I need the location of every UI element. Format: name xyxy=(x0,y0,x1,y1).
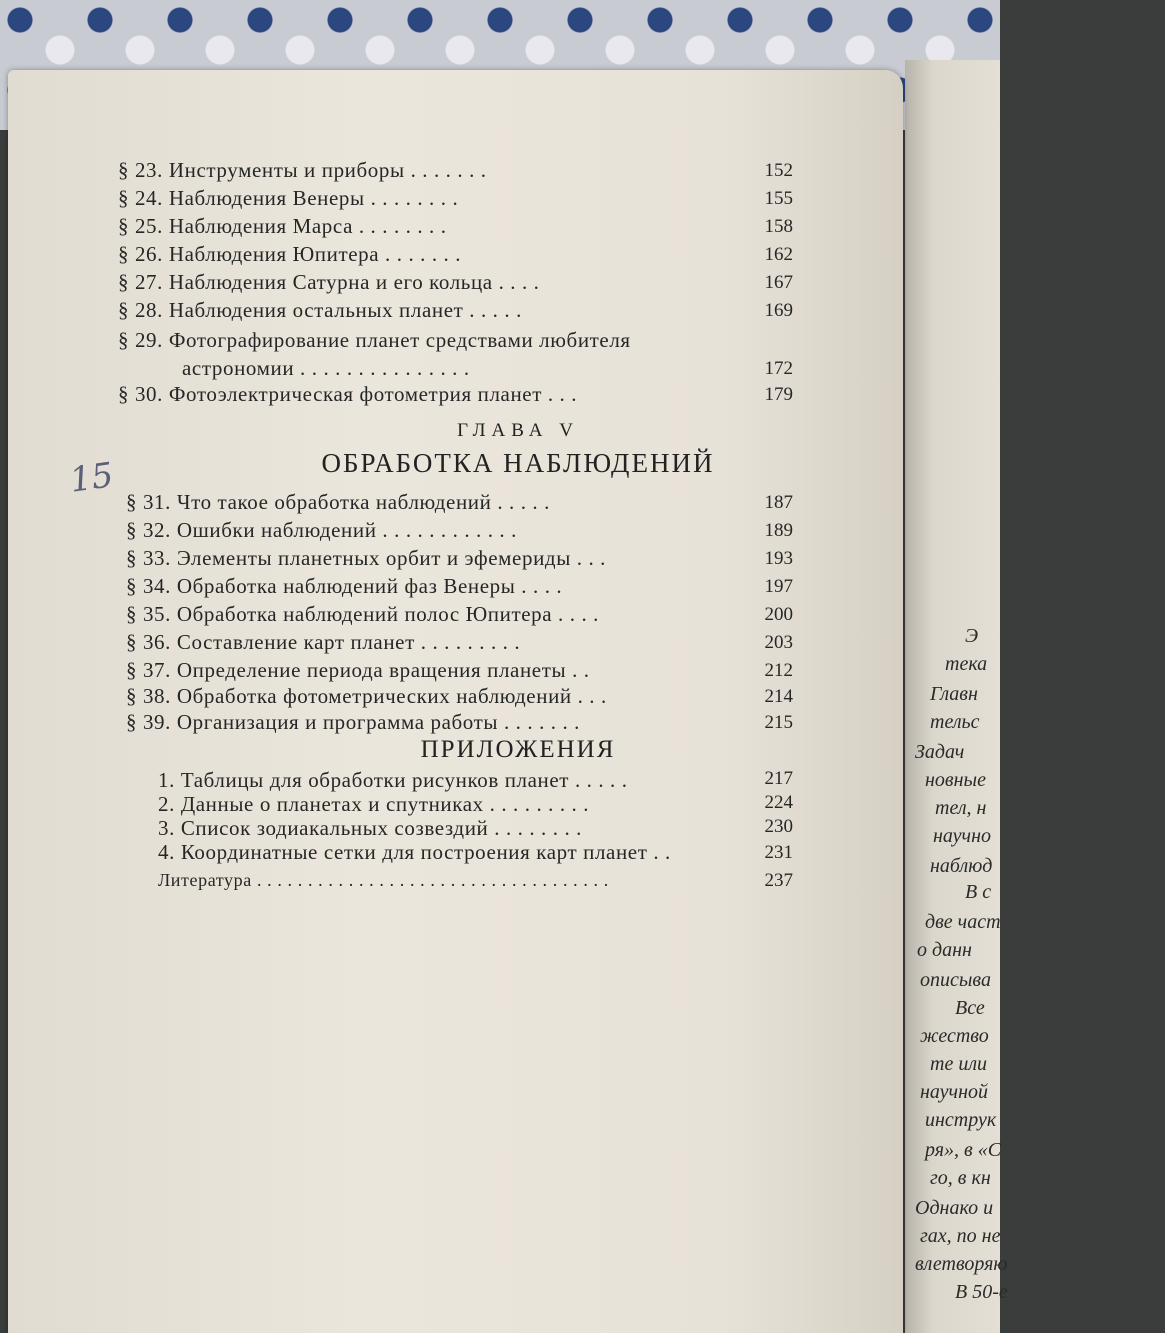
leader-dots: . . . . . . . xyxy=(410,158,487,182)
facing-page-text-line: описыва xyxy=(920,969,991,991)
section-number: § 25. xyxy=(118,214,163,238)
page-number: 179 xyxy=(764,384,793,405)
section-number: § 39. xyxy=(126,710,171,734)
page-number: 167 xyxy=(764,272,793,293)
leader-dots: . . . . . xyxy=(469,298,522,322)
leader-dots: . . . xyxy=(547,382,578,406)
section-number: § 29. xyxy=(118,328,163,352)
section-number: § 36. xyxy=(126,630,171,654)
entry-title: Обработка фотометрических наблюдений xyxy=(176,684,572,708)
section-number: 1. xyxy=(158,768,175,792)
toc-entry xyxy=(118,242,461,267)
toc-entry xyxy=(158,840,671,865)
toc-entry xyxy=(118,186,458,211)
page-number: 200 xyxy=(764,604,793,625)
leader-dots: . . . xyxy=(577,684,607,708)
facing-page-text-line: ря», в «С xyxy=(925,1139,1002,1161)
toc-entry xyxy=(126,684,607,709)
section-number: § 32. xyxy=(126,518,171,542)
facing-page-text-line: наблюд xyxy=(930,855,993,877)
appendix-heading: ПРИЛОЖЕНИЯ xyxy=(420,736,616,763)
facing-page-text-line: го, в кн xyxy=(930,1167,991,1189)
toc-entry xyxy=(126,710,580,735)
entry-title: Наблюдения Марса xyxy=(168,214,353,238)
page-number: 158 xyxy=(764,216,793,237)
toc-entry xyxy=(158,768,628,793)
leader-dots: . . . xyxy=(576,546,607,570)
page-number: 237 xyxy=(764,870,793,891)
section-number: § 24. xyxy=(118,186,163,210)
leader-dots: . . . . xyxy=(558,602,599,626)
leader-dots: . . . . . xyxy=(574,768,628,792)
leader-dots: . . . . xyxy=(498,270,540,294)
leader-dots: . . . . . xyxy=(497,490,550,514)
entry-title: Ошибки наблюдений xyxy=(176,518,377,542)
facing-page-text-line: В 50-е xyxy=(955,1281,1008,1303)
leader-dots: . . . . . . . xyxy=(385,242,462,266)
entry-title: Определение периода вращения планеты xyxy=(176,658,567,682)
toc-entry xyxy=(126,574,562,599)
toc-entry xyxy=(158,816,582,841)
toc-entry xyxy=(158,792,589,817)
section-number: § 27. xyxy=(118,270,163,294)
facing-page-text-line: тельс xyxy=(930,711,980,733)
entry-title: Что такое обработка наблюдений xyxy=(176,490,492,514)
entry-title: Фотографирование планет средствами любителя xyxy=(168,328,631,352)
entry-title: Организация и программа работы xyxy=(176,710,499,734)
facing-page-text-line: В с xyxy=(965,881,992,903)
facing-page-text-line: научно xyxy=(933,825,991,847)
leader-dots: . . . . . . . . . . . . . . . . . . . . . . . . . . . . . . . . . . . xyxy=(256,870,609,890)
toc-entry xyxy=(118,270,540,295)
section-number: § 30. xyxy=(118,382,163,406)
book-page xyxy=(8,70,903,1333)
leader-dots: . . . . xyxy=(521,574,563,598)
page-number: 172 xyxy=(764,358,793,379)
section-number: 2. xyxy=(158,792,175,816)
page-number: 214 xyxy=(764,686,793,707)
section-number: § 35. xyxy=(126,602,171,626)
entry-title: Литература xyxy=(158,870,252,890)
leader-dots: . . . . . . . xyxy=(503,710,581,734)
facing-page-text-line: о данн xyxy=(917,939,972,961)
entry-title: Наблюдения Юпитера xyxy=(168,242,380,266)
facing-page-text-line: Однако и xyxy=(915,1197,994,1219)
entry-title: Таблицы для обработки рисунков планет xyxy=(180,768,570,792)
toc-entry xyxy=(126,518,517,543)
toc-entry xyxy=(118,158,487,183)
facing-page-text-line: Задач xyxy=(915,741,965,763)
page-number: 152 xyxy=(764,160,793,181)
handwritten-mark: 15 xyxy=(67,455,116,501)
section-number: § 34. xyxy=(126,574,171,598)
page-number: 224 xyxy=(764,792,793,813)
page-number: 162 xyxy=(764,244,793,265)
section-number: § 38. xyxy=(126,684,171,708)
facing-page-text-line: жество xyxy=(920,1025,989,1047)
leader-dots: . . . . . . . . . . . . . . . xyxy=(300,356,470,380)
page-number: 189 xyxy=(764,520,793,541)
entry-title: Список зодиакальных созвездий xyxy=(180,816,489,840)
toc-entry xyxy=(118,328,631,353)
section-number: § 23. xyxy=(118,158,163,182)
facing-page-text-line: те или xyxy=(930,1053,988,1075)
page-number: 193 xyxy=(764,548,793,569)
facing-page-text-line: тека xyxy=(945,653,988,675)
leader-dots: . . . . . . . . xyxy=(494,816,582,840)
page-number: 169 xyxy=(764,300,793,321)
leader-dots: . . xyxy=(653,840,671,864)
page-number: 197 xyxy=(764,576,793,597)
chapter-label: ГЛАВА V xyxy=(457,420,579,441)
toc-entry xyxy=(126,602,599,627)
section-number: § 31. xyxy=(126,490,171,514)
page-number: 155 xyxy=(764,188,793,209)
leader-dots: . . . . . . . . xyxy=(370,186,459,210)
section-number: 3. xyxy=(158,816,175,840)
entry-title: Наблюдения Венеры xyxy=(168,186,365,210)
page-number: 203 xyxy=(764,632,793,653)
entry-title: Составление карт планет xyxy=(176,630,415,654)
section-number: 4. xyxy=(158,840,175,864)
entry-title: Элементы планетных орбит и эфемериды xyxy=(176,546,571,570)
entry-title: Фотоэлектрическая фотометрия планет xyxy=(168,382,542,406)
toc-entry xyxy=(126,490,550,515)
facing-page-text-line: две част xyxy=(925,911,1001,933)
toc-entry xyxy=(118,214,447,239)
section-number: § 37. xyxy=(126,658,171,682)
entry-title: Инструменты и приборы xyxy=(168,158,405,182)
page-number: 231 xyxy=(764,842,793,863)
toc-entry xyxy=(126,658,590,683)
facing-page-text-line: гах, по не xyxy=(920,1225,1001,1247)
entry-title: Наблюдения Сатурна и его кольца xyxy=(168,270,493,294)
leader-dots: . . . . . . . . . xyxy=(489,792,590,816)
facing-page-text-line: Э xyxy=(965,625,979,647)
entry-title: Наблюдения остальных планет xyxy=(168,298,464,322)
page-number: 215 xyxy=(764,712,793,733)
facing-page-text-line: Все xyxy=(955,997,985,1019)
toc-entry-literature xyxy=(158,870,609,891)
facing-page-text-line: новные xyxy=(925,769,986,791)
toc-entry-continuation xyxy=(182,356,470,381)
page-number: 217 xyxy=(764,768,793,789)
entry-title: Обработка наблюдений фаз Венеры xyxy=(176,574,516,598)
section-number: § 26. xyxy=(118,242,163,266)
toc-entry xyxy=(118,382,577,407)
section-number: § 28. xyxy=(118,298,163,322)
toc-entry xyxy=(126,630,520,655)
facing-page-text-line: Главн xyxy=(930,683,978,705)
facing-page-text-line: влетворяю xyxy=(915,1253,1008,1275)
section-number: § 33. xyxy=(126,546,171,570)
page-number: 187 xyxy=(764,492,793,513)
toc-entry xyxy=(126,546,606,571)
leader-dots: . . . . . . . . xyxy=(358,214,447,238)
facing-page-text-line: научной xyxy=(920,1081,988,1103)
entry-title: Обработка наблюдений полос Юпитера xyxy=(176,602,553,626)
entry-title: астрономии xyxy=(182,356,295,380)
page-number: 212 xyxy=(764,660,793,681)
chapter-title: ОБРАБОТКА НАБЛЮДЕНИЙ xyxy=(321,448,715,478)
leader-dots: . . . . . . . . . xyxy=(420,630,521,654)
facing-page-text-line: инструк xyxy=(925,1109,997,1131)
facing-page-text-line: тел, н xyxy=(935,797,987,819)
entry-title: Координатные сетки для построения карт планет xyxy=(180,840,648,864)
toc-entry xyxy=(118,298,522,323)
entry-title: Данные о планетах и спутниках xyxy=(180,792,484,816)
leader-dots: . . xyxy=(572,658,590,682)
facing-page xyxy=(905,60,1008,1333)
leader-dots: . . . . . . . . . . . . xyxy=(382,518,517,542)
page-number: 230 xyxy=(764,816,793,837)
